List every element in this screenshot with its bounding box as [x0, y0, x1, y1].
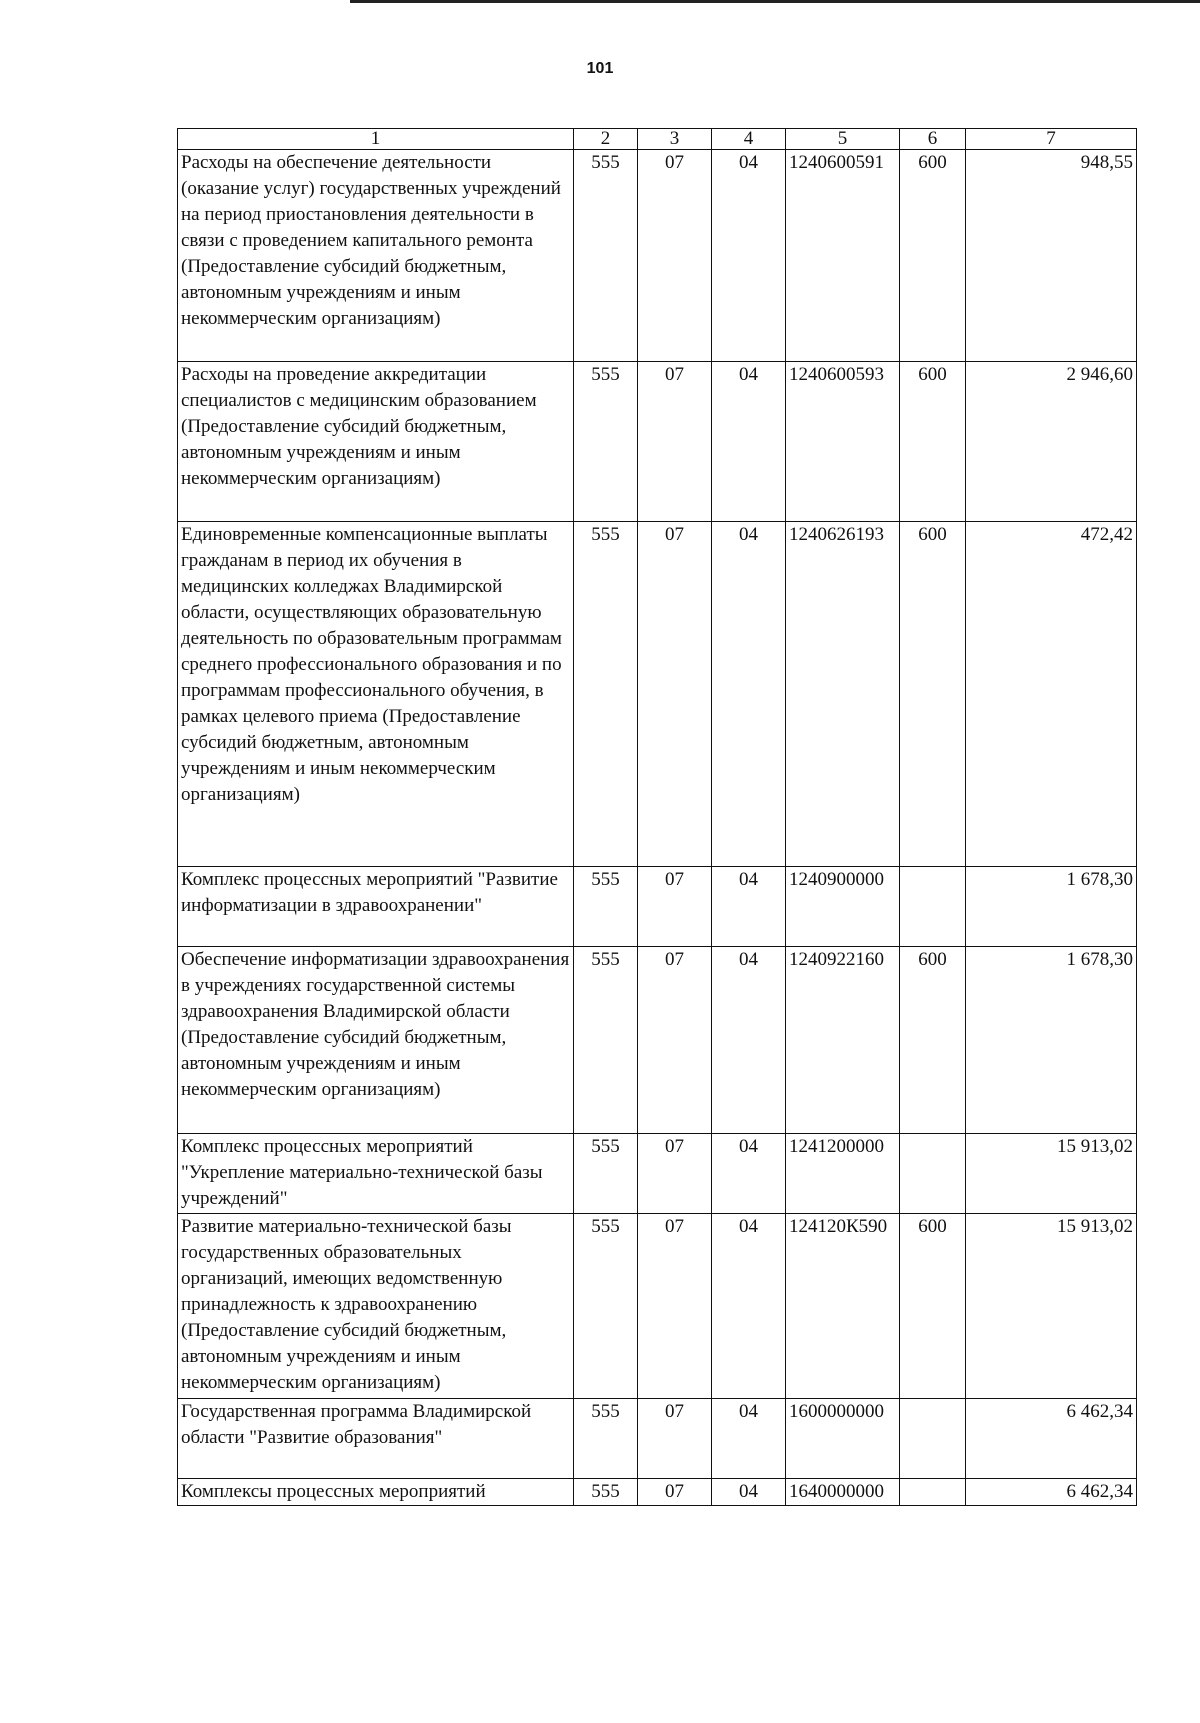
row-c2: 555 [574, 1479, 638, 1506]
row-c7: 1 678,30 [966, 867, 1137, 947]
row-name: Единовременные компенсационные выплаты гражданам в период их обучения в медицинских колледжах Владимирской области, осуществляющих образовательную деятельность по образовательным программам среднего профессионального образования и по программам профессионального обучения, в рамках целевого приема (Предоставление субсидий бюджетным, автономным учреждениям и иным некоммерческим организациям) [178, 522, 574, 867]
table-row [178, 362, 1137, 522]
row-c4: 04 [712, 522, 786, 867]
row-name: Комплекс процессных мероприятий "Укрепление материально-технической базы учреждений" [178, 1134, 574, 1214]
row-c3: 07 [638, 867, 712, 947]
row-c5: 1640000000 [786, 1479, 900, 1506]
row-name: Развитие материально-технической базы государственных образовательных организаций, имеющих ведомственную принадлежность к здравоохранению (Предоставление субсидий бюджетным, автономным учреждениям и иным некоммерческим организациям) [178, 1214, 574, 1399]
row-c2: 555 [574, 522, 638, 867]
row-c7: 2 946,60 [966, 362, 1137, 522]
row-name: Государственная программа Владимирской области "Развитие образования" [178, 1399, 574, 1479]
row-name: Расходы на проведение аккредитации специалистов с медицинским образованием (Предоставление субсидий бюджетным, автономным учреждениям и иным некоммерческим организациям) [178, 362, 574, 522]
row-c6 [900, 1134, 966, 1214]
row-c4: 04 [712, 150, 786, 362]
row-c4: 04 [712, 1134, 786, 1214]
row-c3: 07 [638, 1399, 712, 1479]
row-c4: 04 [712, 947, 786, 1134]
table-row [178, 867, 1137, 947]
header-cell: 4 [712, 129, 786, 150]
table-row [178, 150, 1137, 362]
row-c5: 1240626193 [786, 522, 900, 867]
row-c3: 07 [638, 522, 712, 867]
row-c2: 555 [574, 362, 638, 522]
row-c7: 6 462,34 [966, 1399, 1137, 1479]
header-cell: 1 [178, 129, 574, 150]
row-name: Обеспечение информатизации здравоохранения в учреждениях государственной системы здравоохранения Владимирской области (Предоставление субсидий бюджетным, автономным учреждениям и иным некоммерческим организациям) [178, 947, 574, 1134]
row-c4: 04 [712, 1214, 786, 1399]
row-c3: 07 [638, 1134, 712, 1214]
row-name: Комплекс процессных мероприятий "Развитие информатизации в здравоохранении" [178, 867, 574, 947]
row-c4: 04 [712, 362, 786, 522]
row-c4: 04 [712, 867, 786, 947]
row-c6: 600 [900, 947, 966, 1134]
row-c4: 04 [712, 1399, 786, 1479]
table-row [178, 1134, 1137, 1214]
budget-table [177, 128, 1137, 1506]
table-header-row [178, 129, 1137, 150]
row-c6: 600 [900, 362, 966, 522]
row-c4: 04 [712, 1479, 786, 1506]
row-c2: 555 [574, 867, 638, 947]
row-c6: 600 [900, 522, 966, 867]
top-border-line [350, 0, 1200, 3]
row-c2: 555 [574, 947, 638, 1134]
row-c2: 555 [574, 1214, 638, 1399]
row-c3: 07 [638, 1214, 712, 1399]
header-cell: 6 [900, 129, 966, 150]
table-row [178, 1479, 1137, 1506]
row-c7: 472,42 [966, 522, 1137, 867]
row-c2: 555 [574, 1134, 638, 1214]
row-c6 [900, 1399, 966, 1479]
table-row [178, 1214, 1137, 1399]
row-c7: 1 678,30 [966, 947, 1137, 1134]
row-c5: 1240922160 [786, 947, 900, 1134]
row-c6: 600 [900, 150, 966, 362]
row-c2: 555 [574, 150, 638, 362]
row-c7: 948,55 [966, 150, 1137, 362]
row-c5: 124120К590 [786, 1214, 900, 1399]
row-c7: 15 913,02 [966, 1214, 1137, 1399]
row-c3: 07 [638, 1479, 712, 1506]
row-c6 [900, 867, 966, 947]
row-c5: 1240600591 [786, 150, 900, 362]
row-c3: 07 [638, 947, 712, 1134]
row-c5: 1240600593 [786, 362, 900, 522]
table-row [178, 522, 1137, 867]
table-row [178, 1399, 1137, 1479]
row-c7: 15 913,02 [966, 1134, 1137, 1214]
header-cell: 7 [966, 129, 1137, 150]
row-c2: 555 [574, 1399, 638, 1479]
row-c5: 1240900000 [786, 867, 900, 947]
row-c7: 6 462,34 [966, 1479, 1137, 1506]
header-cell: 3 [638, 129, 712, 150]
header-cell: 2 [574, 129, 638, 150]
row-c6 [900, 1479, 966, 1506]
header-cell: 5 [786, 129, 900, 150]
row-name: Комплексы процессных мероприятий [178, 1479, 574, 1506]
row-c3: 07 [638, 150, 712, 362]
table-row [178, 947, 1137, 1134]
row-name: Расходы на обеспечение деятельности (оказание услуг) государственных учреждений на период приостановления деятельности в связи с проведением капитального ремонта (Предоставление субсидий бюджетным, автономным учреждениям и иным некоммерческим организациям) [178, 150, 574, 362]
row-c3: 07 [638, 362, 712, 522]
row-c6: 600 [900, 1214, 966, 1399]
row-c5: 1600000000 [786, 1399, 900, 1479]
row-c5: 1241200000 [786, 1134, 900, 1214]
page-number: 101 [586, 60, 614, 77]
